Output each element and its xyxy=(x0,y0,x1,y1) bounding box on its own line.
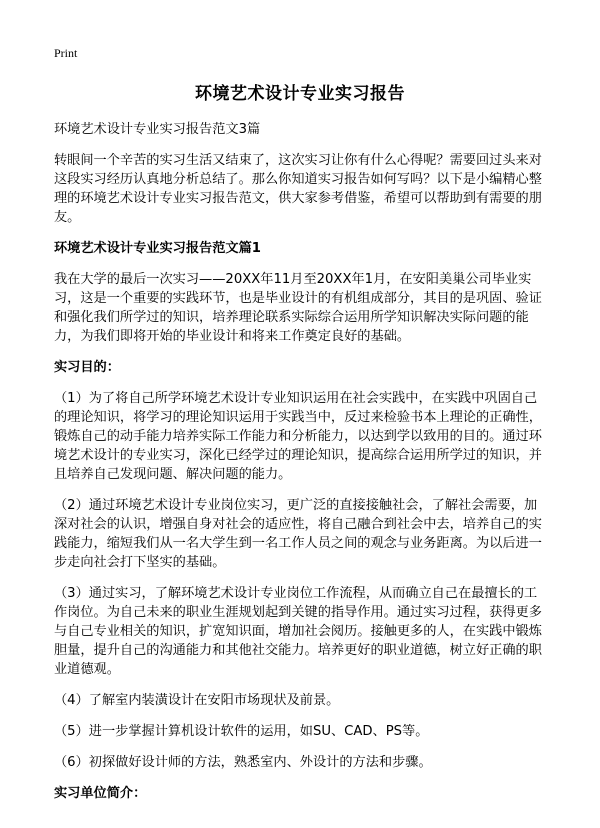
purpose-item: （4）了解室内装潢设计在安阳市场现状及前景。 xyxy=(54,693,340,708)
section-paragraph: 我在大学的最后一次实习——20XX年11月至20XX年1月，在安阳美巢公司毕业实习，这是一个重要的实践环节，也是毕业设计的有机组成部分，其目的是巩固、验证和强化我们所学过的知识，培养理论联系实际综合运用所学知识解决实际问题的能力，为我们即将开始的毕业设计和将来工作奠定良好的基础。 xyxy=(54,272,542,344)
purpose-heading: 实习目的： xyxy=(54,360,120,375)
subtitle: 环境艺术设计专业实习报告范文3篇 xyxy=(54,122,261,137)
purpose-item: （6）初探做好设计师的方法，熟悉室内、外设计的方法和步骤。 xyxy=(54,755,432,770)
purpose-item: （1）为了将自己所学环境艺术设计专业知识运用在社会实践中，在实践中巩固自己的理论知识，将学习的理论知识运用于实践当中，反过来检验书本上理论的正确性，锻炼自己的动手能力培养实际工作能力和分析能力，以达到学以致用的目的。通过环境艺术设计的专业实习，深化已经学过的理论知识，提高综合运用所学过的知识，并且培养自己发现问题、解决问题的能力。 xyxy=(54,391,542,482)
purpose-item: （3）通过实习，了解环境艺术设计专业岗位工作流程，从而确立自己在最擅长的工作岗位。为自己未来的职业生涯规划起到关键的指导作用。通过实习过程，获得更多与自己专业相关的知识，扩宽知识面，增加社会阅历。接触更多的人，在实践中锻炼胆量，提升自己的沟通能力和其他社交能力。培养更好的职业道德，树立好正确的职业道德观。 xyxy=(54,586,542,677)
document-body xyxy=(54,120,544,803)
purpose-item: （5）进一步掌握计算机设计软件的运用，如SU、CAD、PS等。 xyxy=(54,724,429,739)
section-heading: 环境艺术设计专业实习报告范文篇1 xyxy=(54,241,261,256)
page-title: 环境艺术设计专业实习报告 xyxy=(195,84,405,104)
purpose-item: （2）通过环境艺术设计专业岗位实习，更广泛的直接接触社会，了解社会需要，加深对社会的认识，增强自身对社会的适应性，将自己融合到社会中去，培养自己的实践能力，缩短我们从一名大学生到一名工作人员之间的观念与业务距离。为以后进一步走向社会打下坚实的基础。 xyxy=(54,498,542,570)
intro-paragraph: 转眼间一个辛苦的实习生活又结束了，这次实习让你有什么心得呢？需要回过头来对这段实习经历认真地分析总结了。那么你知道实习报告如何写吗？以下是小编精心整理的环境艺术设计专业实习报告范文，供大家参考借鉴，希望可以帮助到有需要的朋友。 xyxy=(54,153,542,225)
print-link[interactable]: Print xyxy=(54,46,78,60)
unit-heading: 实习单位简介： xyxy=(54,786,147,801)
